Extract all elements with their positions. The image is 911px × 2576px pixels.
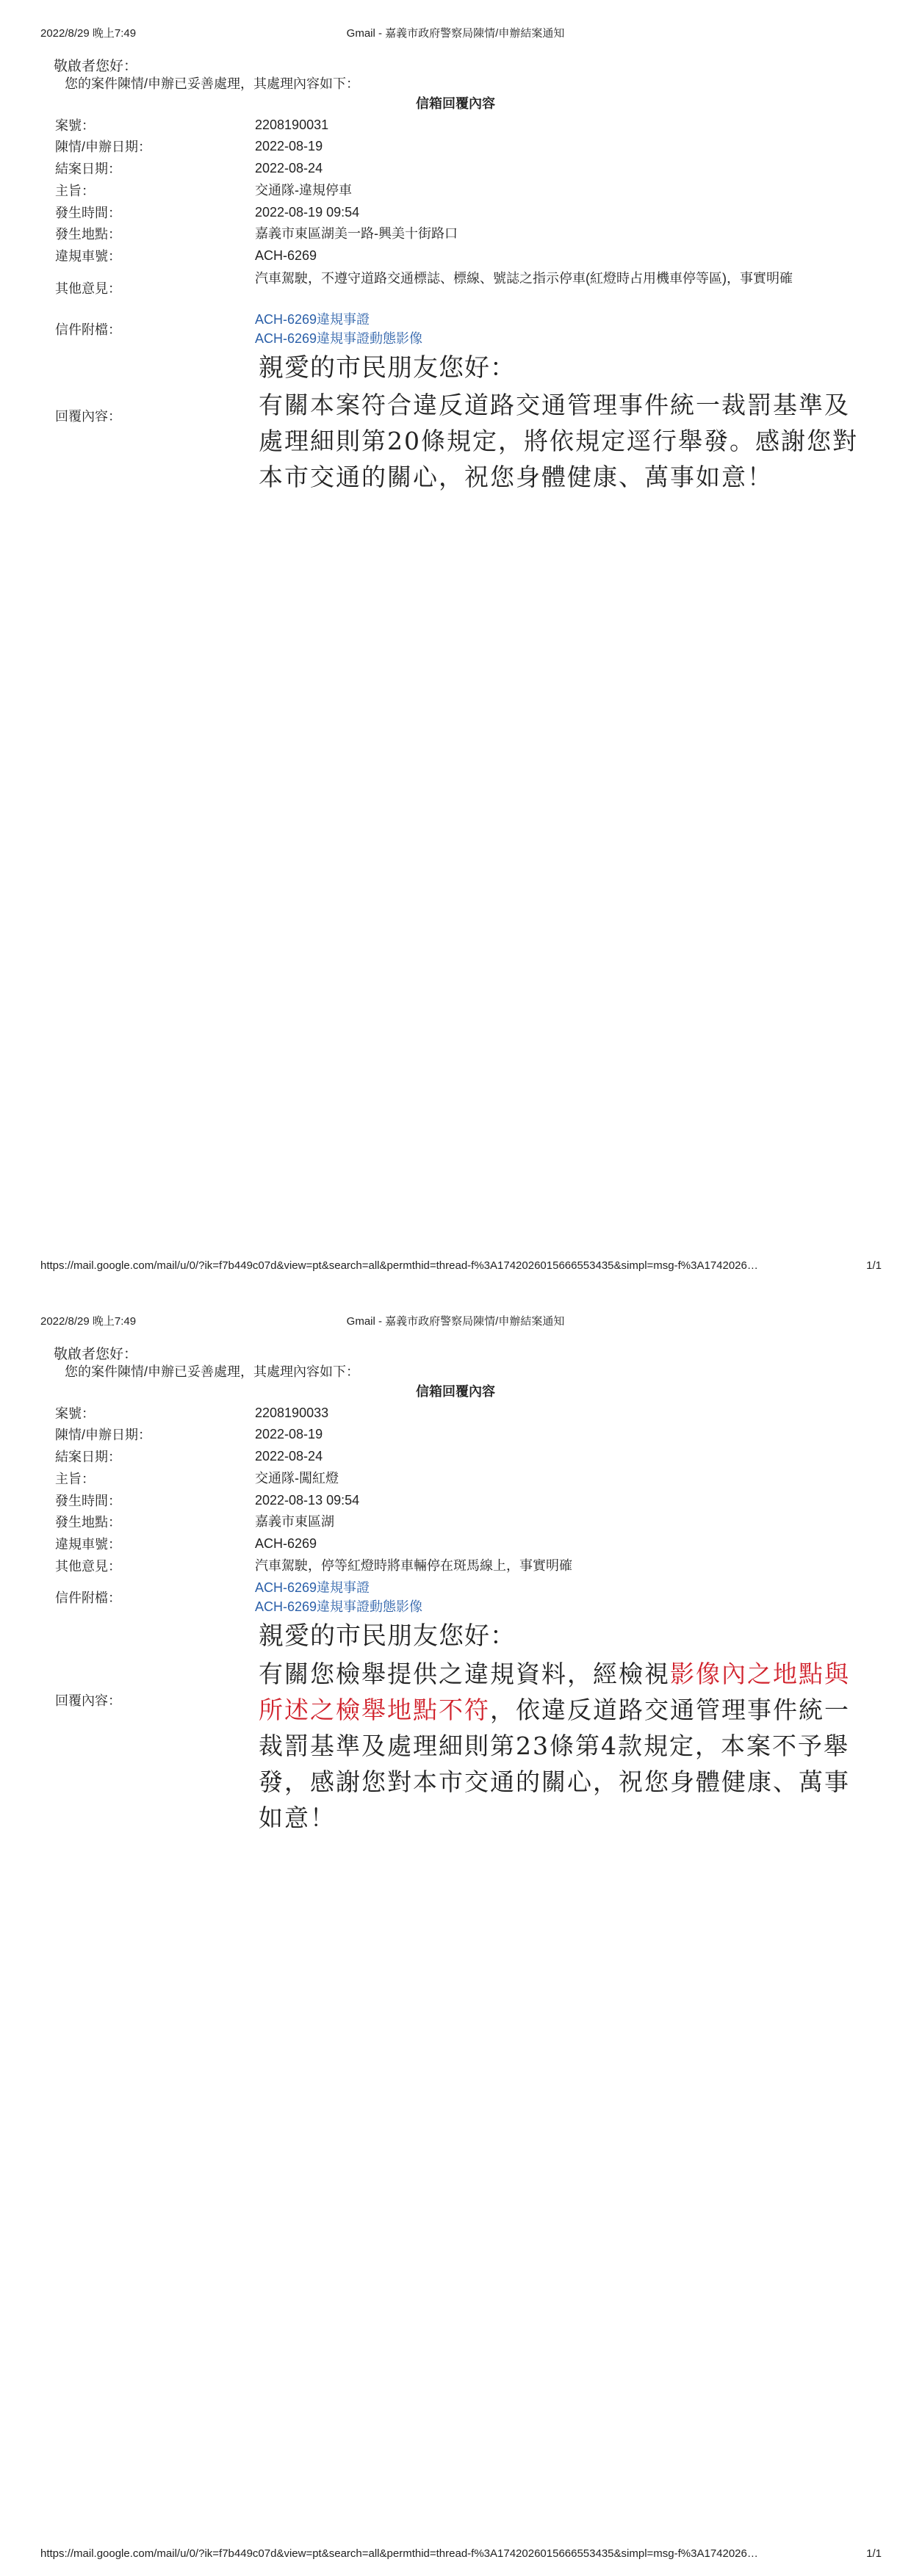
section-title: 信箱回覆內容 [416, 1384, 495, 1399]
attachment-link[interactable]: ACH-6269違規事證 [255, 1580, 370, 1595]
reply-text-highlight: 影像內之地點與所述之檢舉地點不符 [259, 1660, 850, 1724]
print-title: Gmail - 嘉義市政府警察局陳情/申辦結案通知 [346, 27, 565, 40]
field-value: ACH-6269 [255, 1536, 317, 1551]
field-value: 嘉義市東區湖 [255, 1514, 334, 1529]
attachment-link[interactable]: ACH-6269違規事證 [255, 312, 370, 327]
field-label: 主旨： [55, 1472, 95, 1486]
print-url: https://mail.google.com/mail/u/0/?ik=f7b449c07d&view=pt&search=all&permthid=thread-f%3A1742026015666553435&simpl=msg-f%3A1742026… [40, 2547, 758, 2560]
intro-text: 您的案件陳情/申辦已妥善處理，其處理內容如下： [65, 1364, 359, 1379]
field-label: 違規車號： [55, 249, 121, 264]
field-value: 2022-08-19 09:54 [255, 205, 360, 220]
reply-greeting: 親愛的市民朋友您好： [259, 1621, 516, 1651]
field-label: 陳情/申辦日期： [55, 140, 152, 154]
attachments-list [255, 1578, 865, 1616]
page-number: 1/1 [866, 2547, 882, 2560]
field-label: 回覆內容： [55, 1693, 121, 1708]
field-label: 發生時間： [55, 1494, 121, 1508]
field-value: 2208190031 [255, 117, 329, 132]
field-label: 其他意見： [55, 281, 121, 296]
reply-text: 有關本案符合違反道路交通管理事件統一裁罰基準及處理細則第20條規定，將依規定逕行舉發。感謝您對本市交通的關心，祝您身體健康、萬事如意！ [259, 391, 858, 491]
reply-text: 有關您檢舉提供之違規資料，經檢視 [259, 1660, 670, 1688]
print-page-2 [0, 1288, 911, 2576]
section-title: 信箱回覆內容 [416, 96, 495, 111]
field-value: 2022-08-19 [255, 139, 323, 153]
field-label: 回覆內容： [55, 409, 121, 424]
field-label: 信件附檔： [55, 1591, 121, 1605]
field-label: 陳情/申辦日期： [55, 1428, 152, 1442]
field-value: 2022-08-19 [255, 1427, 323, 1441]
field-label: 主旨： [55, 184, 95, 198]
field-label: 發生地點： [55, 1515, 121, 1530]
page-number: 1/1 [866, 1259, 882, 1272]
field-label: 信件附檔： [55, 322, 121, 337]
field-label: 發生地點： [55, 227, 121, 242]
reply-text: ，依違反道路交通管理事件統一裁罰基準及處理細則第23條第4款規定，本案不予舉發，感謝您對本市交通的關心，祝您身體健康、萬事如意！ [259, 1696, 850, 1832]
print-url: https://mail.google.com/mail/u/0/?ik=f7b449c07d&view=pt&search=all&permthid=thread-f%3A1742026015666553435&simpl=msg-f%3A1742026… [40, 1259, 758, 1272]
reply-body [259, 1656, 861, 1836]
field-value: 2022-08-24 [255, 161, 323, 176]
greeting: 敬啟者您好： [54, 1347, 138, 1362]
field-label: 結案日期： [55, 162, 121, 176]
field-value: 2022-08-24 [255, 1449, 323, 1464]
field-value: 嘉義市東區湖美一路-興美十街路口 [255, 226, 458, 241]
field-value: ACH-6269 [255, 248, 317, 263]
field-label: 其他意見： [55, 1559, 121, 1574]
field-value: 2022-08-13 09:54 [255, 1493, 360, 1508]
field-label: 案號： [55, 118, 95, 133]
attachment-link[interactable]: ACH-6269違規事證動態影像 [255, 331, 423, 346]
field-value: 汽車駕駛，不遵守道路交通標誌、標線、號誌之指示停車(紅燈時占用機車停等區)，事實明確 [255, 271, 793, 286]
print-datetime: 2022/8/29 晚上7:49 [40, 27, 137, 40]
field-value: 交通隊-違規停車 [255, 183, 352, 198]
field-value: 交通隊-闖紅燈 [255, 1471, 339, 1486]
reply-body [259, 387, 861, 495]
field-label: 違規車號： [55, 1537, 121, 1552]
field-label: 發生時間： [55, 206, 121, 220]
field-value: 汽車駕駛，停等紅燈時將車輛停在斑馬線上，事實明確 [255, 1558, 572, 1573]
field-value: 2208190033 [255, 1405, 329, 1420]
reply-greeting: 親愛的市民朋友您好： [259, 353, 516, 383]
attachments-list [255, 310, 865, 348]
print-datetime: 2022/8/29 晚上7:49 [40, 1315, 137, 1328]
print-title: Gmail - 嘉義市政府警察局陳情/申辦結案通知 [346, 1315, 565, 1328]
intro-text: 您的案件陳情/申辦已妥善處理，其處理內容如下： [65, 76, 359, 91]
attachment-link[interactable]: ACH-6269違規事證動態影像 [255, 1599, 423, 1614]
greeting: 敬啟者您好： [54, 59, 138, 74]
field-label: 案號： [55, 1406, 95, 1421]
field-label: 結案日期： [55, 1450, 121, 1464]
